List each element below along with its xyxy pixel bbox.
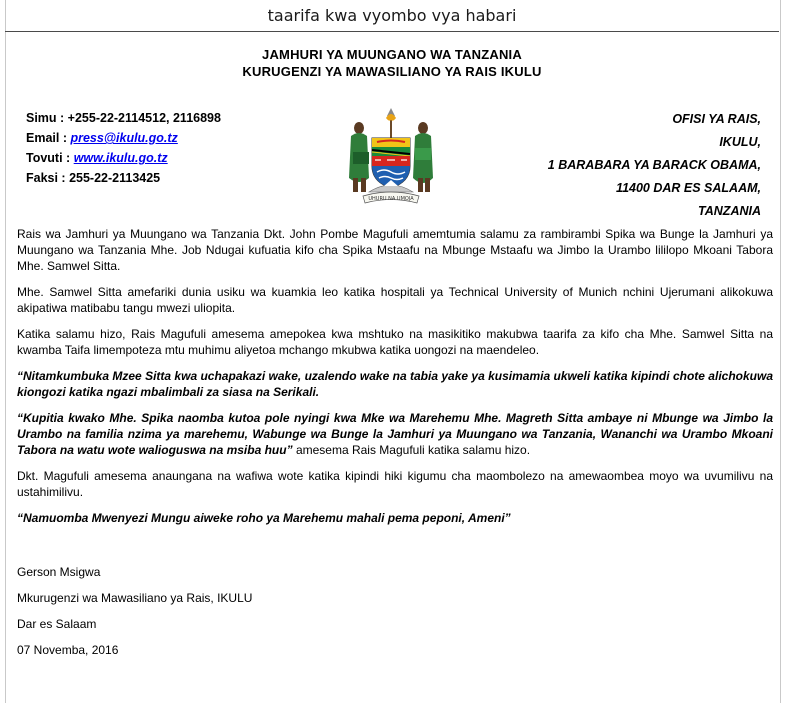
address-line-4: 11400 DAR ES SALAAM,: [616, 181, 761, 195]
fax-label: Faksi :: [26, 171, 70, 185]
paragraph-4: Dkt. Magufuli amesema anaungana na wafiwa wote katika kipindi hiki kigumu cha maombolezo na amewaombea moyo wa uvumilivu na ustahimilivu.: [17, 469, 773, 499]
quote-2-attribution: amesema Rais Magufuli katika salamu hizo.: [292, 443, 531, 457]
contact-phone: [26, 108, 221, 128]
page-header-title: taarifa kwa vyombo vya habari: [267, 6, 517, 25]
quote-1: “Nitamkumbuka Mzee Sitta kwa uchapakazi wake, uzalendo wake na tabia yake ya kusimamia ukweli katika kipindi chote alichokuwa kiongozi katika ngazi mbalimbali za siasa na Serikali.: [17, 369, 773, 399]
release-place: Dar es Salaam: [17, 617, 97, 631]
press-release-body: [17, 226, 773, 536]
paragraph-3: Katika salamu hizo, Rais Magufuli amesema amepokea kwa mshtuko na masikitiko makubwa taarifa za kifo cha Mhe. Samwel Sitta na kwamba Taifa limempoteza mtu muhimu aliyetoa mchango mkubwa katika uongozi na maendeleo.: [17, 327, 773, 357]
website-label: Tovuti :: [26, 151, 74, 165]
fax-value: 255-22-2113425: [69, 171, 161, 185]
email-link[interactable]: press@ikulu.go.tz: [70, 131, 178, 145]
phone-value: +255-22-2114512, 2116898: [67, 111, 221, 125]
paragraph-2: Mhe. Samwel Sitta amefariki dunia usiku wa kuamkia leo katika hospitali ya Technical University of Munich nchini Ujerumani alikokuwa akipatiwa matibabu tangu mwezi uliopita.: [17, 285, 773, 315]
heading-line-1: JAMHURI YA MUUNGANO WA TANZANIA: [262, 47, 522, 62]
paragraph-1: Rais wa Jamhuri ya Muungano wa Tanzania Dkt. John Pombe Magufuli amemtumia salamu za rambirambi Spika wa Bunge la Jamhuri ya Muungano wa Tanzania Mhe. Job Ndugai kufuatia kifo cha Spika Mstaafu na Mbunge Mstaafu wa Jimbo la Urambo lililopo Mkoani Tabora Mhe. Samwel Sitta.: [17, 227, 773, 273]
contact-block: [26, 108, 221, 188]
address-line-3: 1 BARABARA YA BARACK OBAMA,: [547, 158, 761, 172]
quote-3: “Namuomba Mwenyezi Mungu aiweke roho ya Marehemu mahali pema peponi, Ameni”: [17, 511, 511, 525]
contact-fax: [26, 168, 221, 188]
signatory-title: Mkurugenzi wa Mawasiliano ya Rais, IKULU: [17, 591, 253, 605]
address-line-5: TANZANIA: [698, 204, 761, 218]
coat-of-arms-icon: [339, 108, 442, 206]
address-line-2: IKULU,: [719, 135, 761, 149]
scrollbar-track[interactable]: [788, 0, 807, 703]
contact-email: [26, 128, 221, 148]
coat-of-arms-graphic: [339, 108, 442, 206]
quote-2-paragraph: [17, 410, 773, 458]
address-line-1: OFISI YA RAIS,: [672, 112, 761, 126]
letterhead-heading: [5, 46, 779, 80]
heading-line-2: KURUGENZI YA MAWASILIANO YA RAIS IKULU: [242, 64, 542, 79]
quote-2: “Kupitia kwako Mhe. Spika naomba kutoa pole nyingi kwa Mke wa Marehemu Mhe. Magreth Sitta ambaye ni Mbunge wa Jimbo la Urambo na familia nzima ya marehemu, Wabunge wa Bunge la Jamhuri ya Muungano wa Tanzania, Wananchi wa Urambo Mkoani Tabora na watu wote walioguswa na msiba huu”: [17, 411, 773, 457]
address-block: [548, 108, 761, 223]
signature-block: [17, 564, 252, 668]
page-header-bar: [5, 0, 779, 32]
emblem-motto: UHURU NA UMOJA: [368, 196, 414, 202]
release-date: 07 Novemba, 2016: [17, 643, 119, 657]
signatory-name: Gerson Msigwa: [17, 565, 101, 579]
contact-website: [26, 148, 221, 168]
email-label: Email :: [26, 131, 71, 145]
phone-label: Simu :: [26, 111, 68, 125]
website-link[interactable]: www.ikulu.go.tz: [73, 151, 168, 165]
